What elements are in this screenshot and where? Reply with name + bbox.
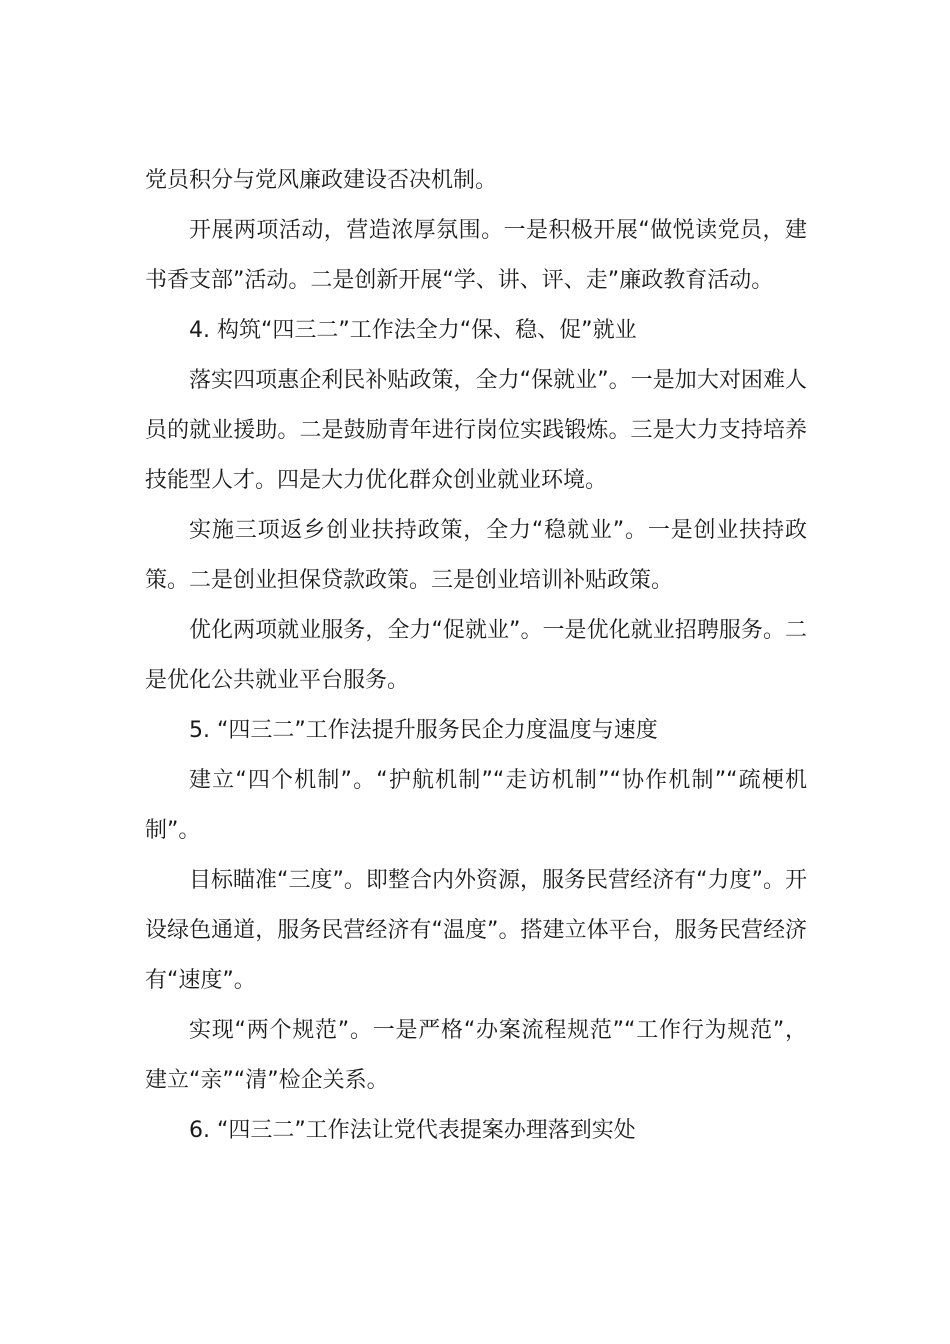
paragraph-two-activities: 开展两项活动，营造浓厚氛围。一是积极开展“做悦读党员，建书香支部”活动。二是创新开展“学、讲、评、走”廉政教育活动。 [145, 218, 807, 293]
paragraph-continuation: 党员积分与党风廉政建设否决机制。 [145, 168, 498, 193]
paragraph-two-employment-services: 优化两项就业服务，全力“促就业”。一是优化就业招聘服务。二是优化公共就业平台服务。 [145, 618, 807, 693]
section-heading-4: 4. 构筑“四三二”工作法全力“保、稳、促”就业 [189, 318, 637, 343]
section-heading-6: 6. “四三二”工作法让党代表提案办理落到实处 [189, 1118, 636, 1143]
section-heading-5: 5. “四三二”工作法提升服务民企力度温度与速度 [189, 718, 658, 743]
paragraph-two-standards: 实现“两个规范”。一是严格“办案流程规范”“工作行为规范”，建立“亲”“清”检企关系。 [145, 1018, 807, 1093]
paragraph-four-mechanisms: 建立“四个机制”。“护航机制”“走访机制”“协作机制”“疏梗机制”。 [145, 768, 807, 843]
paragraph-three-degrees: 目标瞄准“三度”。即整合内外资源，服务民营经济有“力度”。开设绿色通道，服务民营经济有“温度”。搭建立体平台，服务民营经济有“速度”。 [145, 868, 807, 993]
paragraph-three-return-policies: 实施三项返乡创业扶持政策，全力“稳就业”。一是创业扶持政策。二是创业担保贷款政策。三是创业培训补贴政策。 [145, 518, 807, 593]
document-body [145, 156, 807, 1156]
paragraph-four-subsidy-policies: 落实四项惠企利民补贴政策，全力“保就业”。一是加大对困难人员的就业援助。二是鼓励青年进行岗位实践锻炼。三是大力支持培养技能型人才。四是大力优化群众创业就业环境。 [145, 368, 807, 493]
